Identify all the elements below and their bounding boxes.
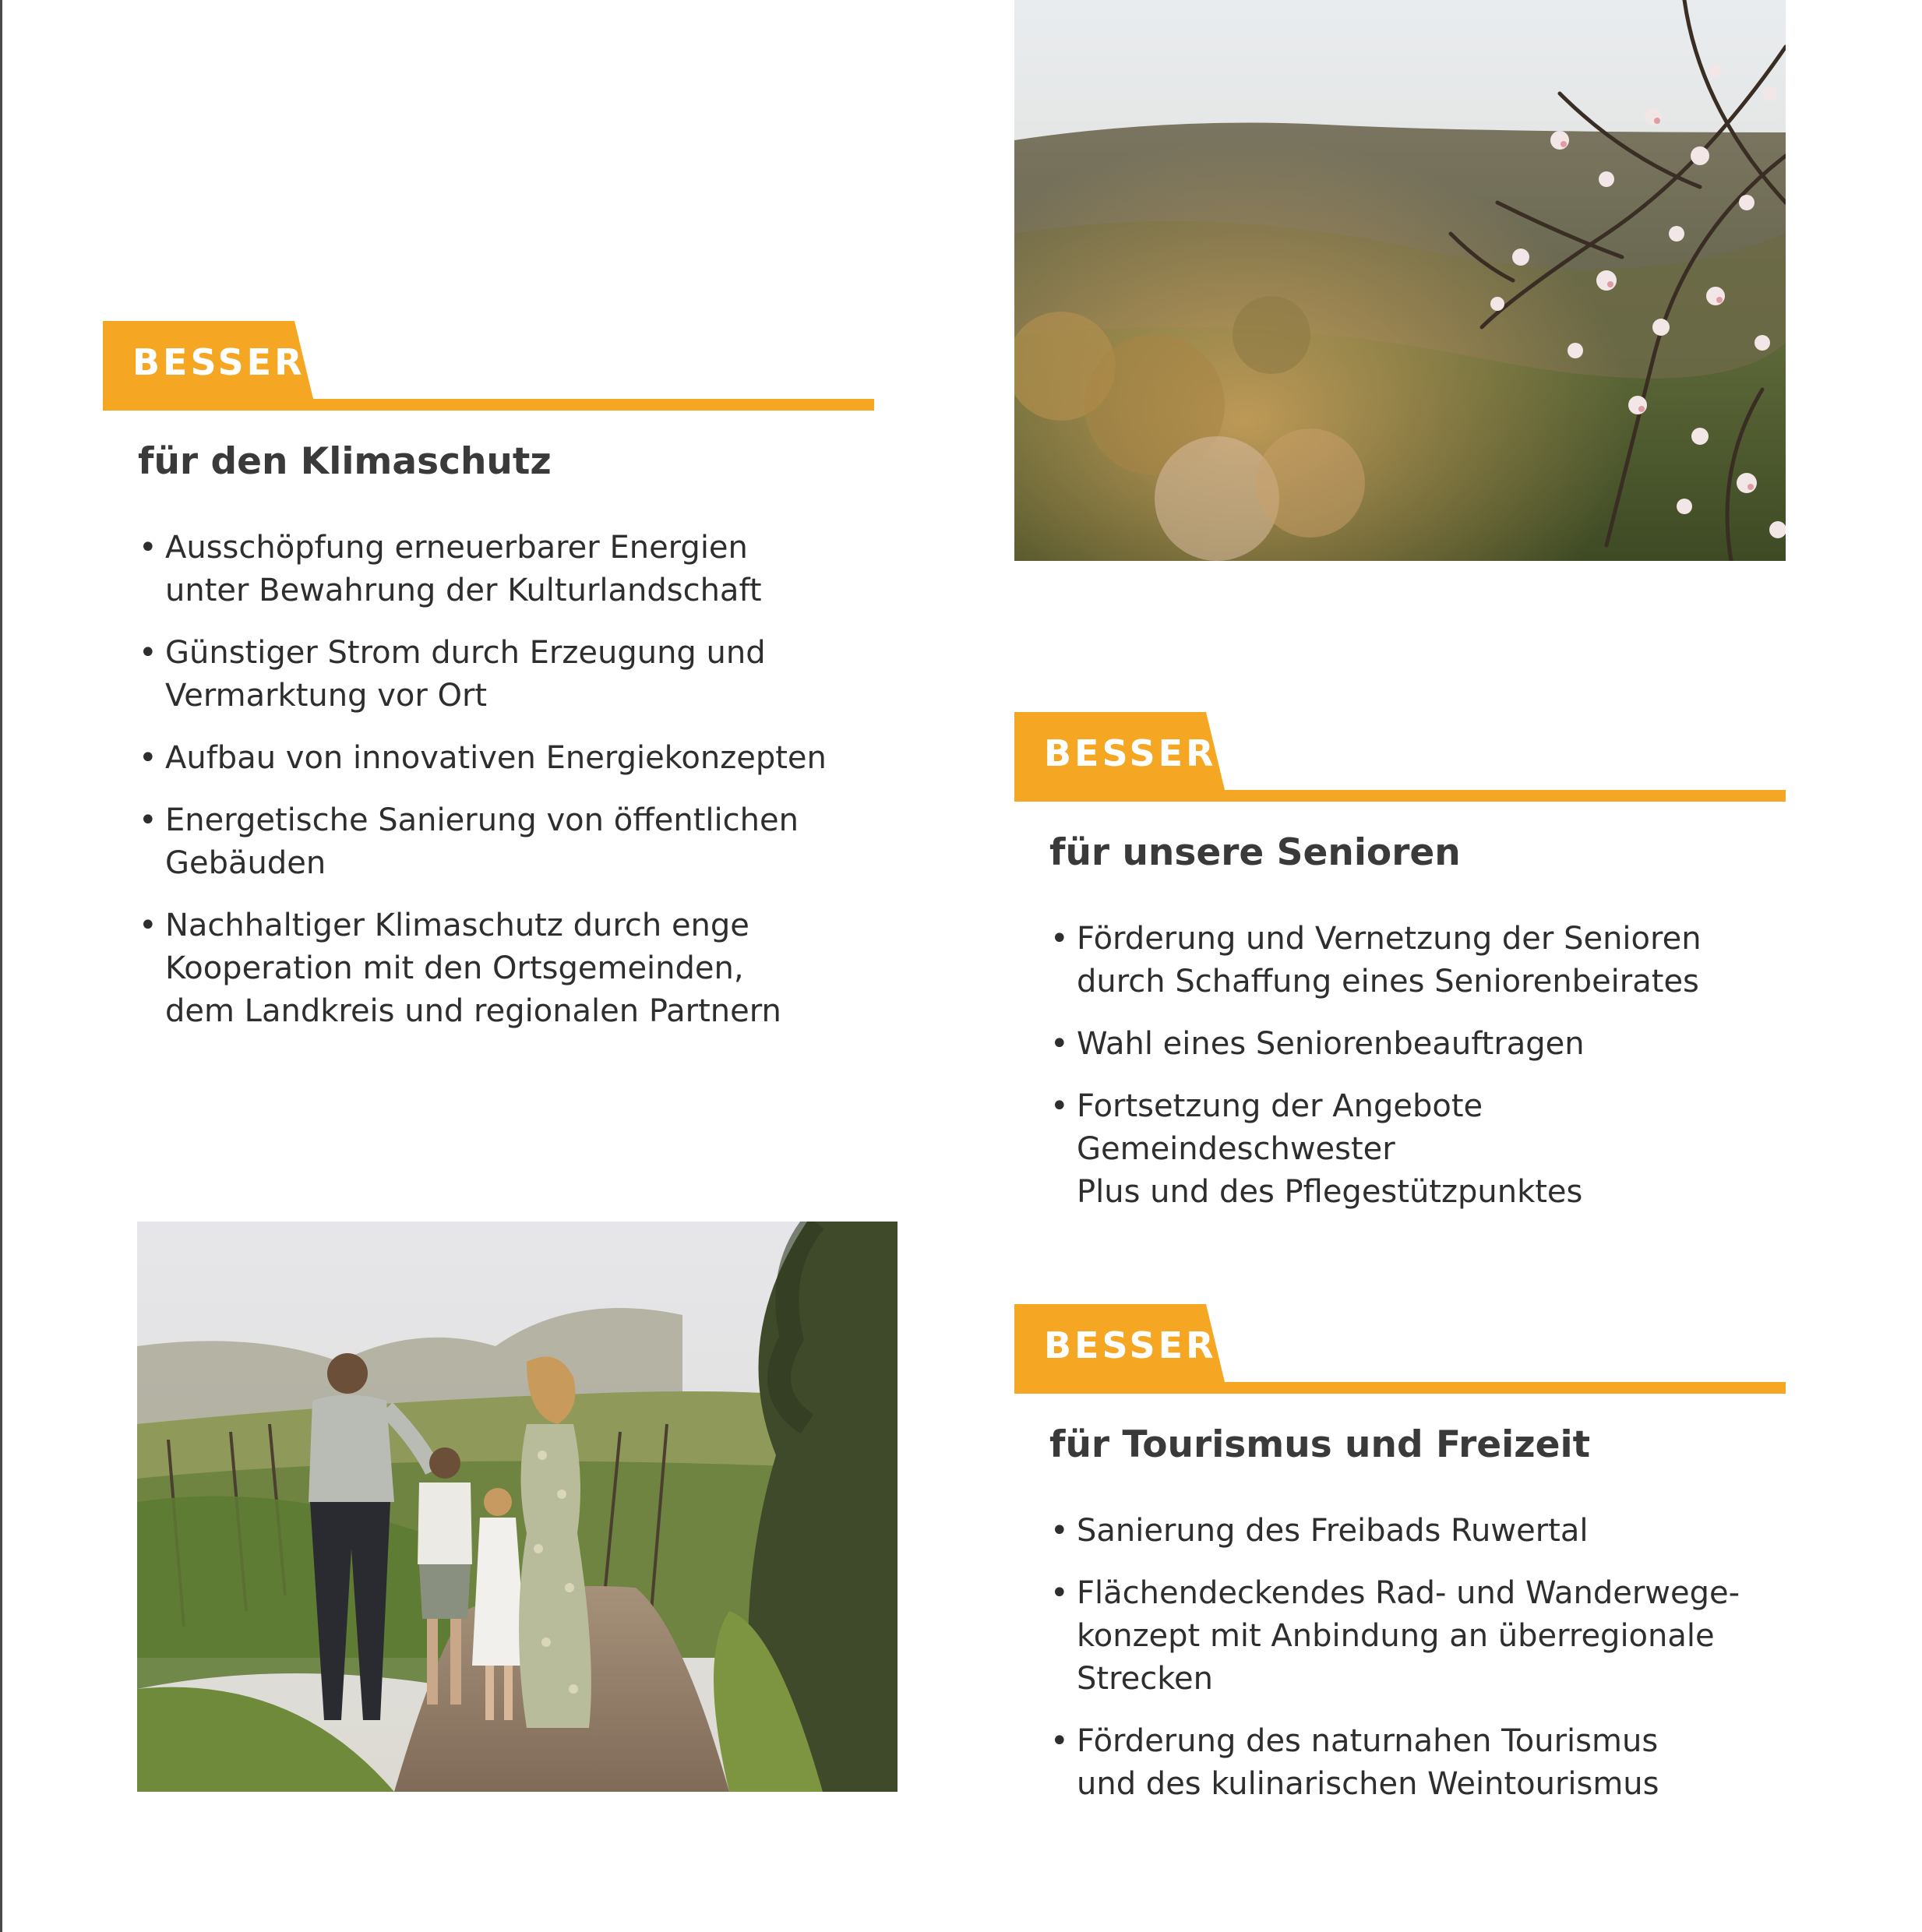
bullet-text-line: und des kulinarischen Weintourismus [1077,1766,1659,1802]
banner-line [1014,790,1786,802]
bullet-dot-icon: • [1050,921,1069,957]
bullet-item [139,799,874,885]
bullet-text-line: Strecken [1077,1661,1213,1697]
bullet-text-line: Fortsetzung der Angebote Gemeindeschwester [1077,1088,1483,1167]
section-subtitle: für Tourismus und Freizeit [1049,1423,1591,1466]
bullet-text-line: Nachhaltiger Klimaschutz durch enge [165,908,749,943]
bullet-item [1050,918,1786,1003]
bullet-text-line: Sanierung des Freibads Ruwertal [1077,1513,1589,1549]
section-subtitle: für den Klimaschutz [138,440,552,483]
bullet-text-line: Günstiger Strom durch Erzeugung und [165,635,766,671]
page-edge-line [0,0,2,1932]
bullet-text-line: Plus und des Pflegestützpunktes [1077,1174,1583,1210]
section-banner [1014,1304,1786,1394]
bullet-item [139,737,874,780]
section-klimaschutz [103,321,874,1052]
bullet-dot-icon: • [139,802,157,838]
bullet-dot-icon: • [1050,1026,1069,1062]
bullet-item [139,632,874,717]
bullet-item [1050,1510,1786,1553]
family-vineyard-photo [137,1222,898,1792]
bullet-text-line: Ausschöpfung erneuerbarer Energien [165,530,748,566]
bullet-text-line: konzept mit Anbindung an überregionale [1077,1618,1715,1654]
bullet-text-line: durch Schaffung eines Seniorenbeirates [1077,964,1699,999]
bullet-item [1050,1085,1786,1214]
bullet-dot-icon: • [1050,1088,1069,1124]
bullet-text-line: Energetische Sanierung von öffentlichen [165,802,799,838]
bullet-text-line: unter Bewahrung der Kulturlandschaft [165,573,762,608]
bullet-text-line: Gebäuden [165,845,326,881]
banner-line [1014,1382,1786,1394]
bullet-dot-icon: • [139,740,157,776]
blossom-landscape-photo [1014,0,1786,561]
bullet-item [139,527,874,612]
banner-label: BESSER [1044,1324,1217,1366]
bullet-text-line: Kooperation mit den Ortsgemeinden, [165,950,744,986]
bullet-text-line: Wahl eines Seniorenbeauftragen [1077,1026,1585,1062]
bullet-dot-icon: • [139,908,157,943]
bullet-dot-icon: • [139,635,157,671]
bullet-dot-icon: • [1050,1513,1069,1549]
bullet-dot-icon: • [1050,1723,1069,1759]
bullet-item [1050,1023,1786,1066]
bullet-dot-icon: • [1050,1575,1069,1611]
bullet-list [103,527,874,1033]
section-tourismus [1014,1304,1786,1825]
bullet-text-line: Aufbau von innovativen Energiekonzepten [165,740,827,776]
bullet-dot-icon: • [139,530,157,566]
bullet-item [1050,1720,1786,1806]
section-senioren [1014,712,1786,1233]
bullet-text-line: Flächendeckendes Rad- und Wanderwege- [1077,1575,1740,1611]
bullet-text-line: Förderung des naturnahen Tourismus [1077,1723,1659,1759]
bullet-text-line: dem Landkreis und regionalen Partnern [165,993,781,1029]
section-banner [1014,712,1786,802]
section-subtitle: für unsere Senioren [1049,831,1461,874]
bullet-list [1014,918,1786,1214]
bullet-text-line: Förderung und Vernetzung der Senioren [1077,921,1702,957]
banner-label: BESSER [1044,732,1217,774]
bullet-item [1050,1572,1786,1701]
banner-line [103,399,874,411]
bullet-item [139,904,874,1033]
bullet-list [1014,1510,1786,1806]
banner-label: BESSER [132,341,305,383]
bullet-text-line: Vermarktung vor Ort [165,678,488,714]
section-banner [103,321,874,411]
